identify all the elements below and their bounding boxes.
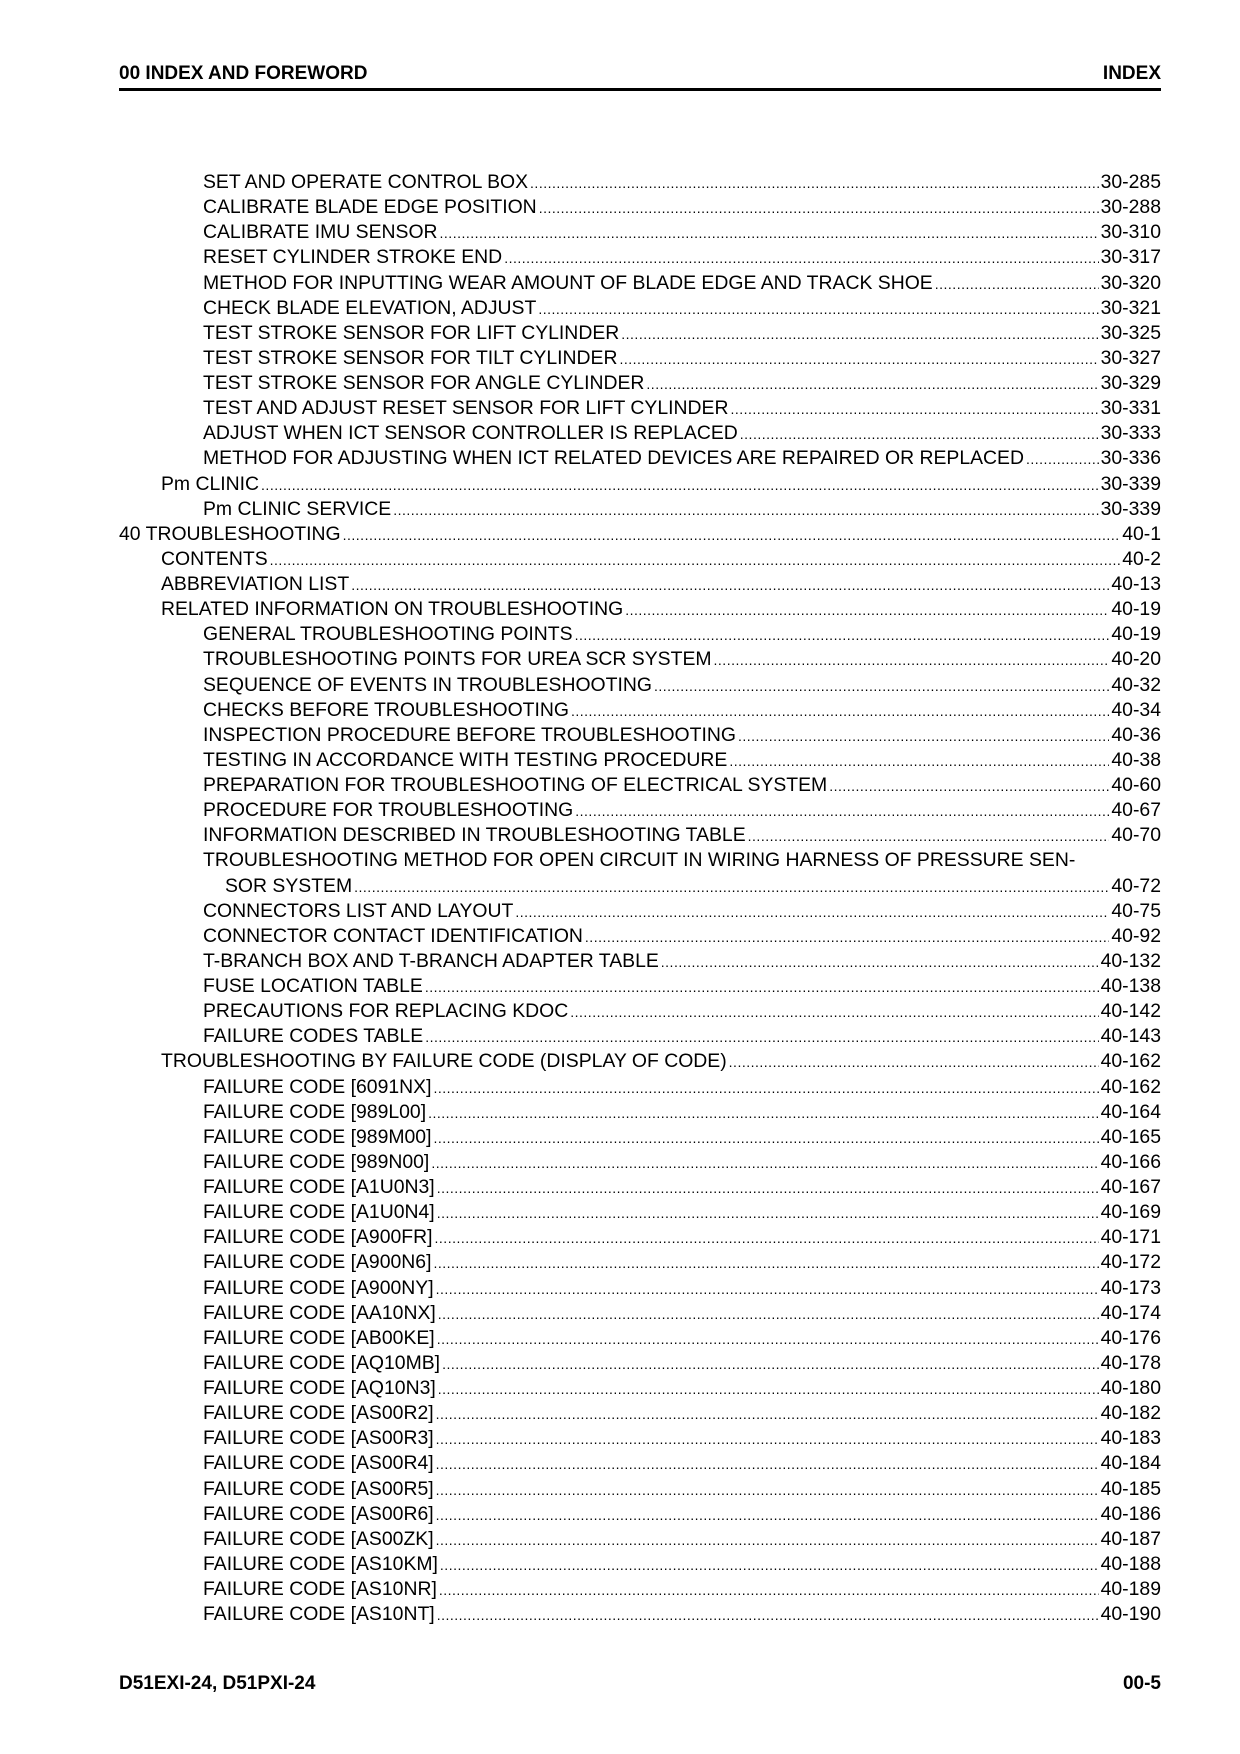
- toc-entry-page: 40-166: [1100, 1150, 1161, 1173]
- toc-dot-leader: [433, 1125, 1098, 1150]
- toc-entry[interactable]: [119, 1075, 1161, 1100]
- toc-entry-page: 40-186: [1100, 1502, 1161, 1525]
- toc-entry[interactable]: [119, 396, 1161, 421]
- toc-entry[interactable]: [119, 296, 1161, 321]
- toc-dot-leader: [729, 748, 1109, 773]
- page-header: [119, 56, 1161, 91]
- toc-dot-leader: [619, 346, 1098, 371]
- toc-dot-leader: [515, 899, 1109, 924]
- toc-entry-page: 40-60: [1111, 774, 1161, 796]
- toc-entry-page: 30-320: [1100, 271, 1161, 294]
- toc-entry[interactable]: [119, 673, 1161, 698]
- toc-dot-leader: [440, 220, 1099, 245]
- toc-dot-leader: [654, 673, 1109, 698]
- toc-entry-page: 40-19: [1111, 623, 1161, 646]
- toc-dot-leader: [740, 421, 1099, 446]
- toc-entry[interactable]: [119, 874, 1161, 899]
- toc-entry[interactable]: [119, 1276, 1161, 1301]
- header-section-title: 00 INDEX AND FOREWORD: [119, 63, 368, 84]
- toc-entry-title: CONNECTOR CONTACT IDENTIFICATION: [203, 924, 583, 947]
- toc-dot-leader: [730, 396, 1098, 421]
- footer-page-number: 00-5: [1122, 1673, 1161, 1694]
- toc-entry-title: TESTING IN ACCORDANCE WITH TESTING PROCEDURE: [203, 748, 728, 771]
- toc-entry-title: FAILURE CODE [989M00]: [203, 1125, 432, 1148]
- toc-entry-title: FAILURE CODE [AQ10MB]: [203, 1351, 441, 1374]
- toc-entry-title: FAILURE CODE [AS00R2]: [203, 1402, 434, 1425]
- toc-entry-title: PROCEDURE FOR TROUBLESHOOTING: [203, 799, 574, 822]
- toc-dot-leader: [270, 547, 1121, 572]
- toc-entry-page: 30-321: [1100, 296, 1161, 319]
- toc-entry[interactable]: [119, 823, 1161, 848]
- toc-entry-page: 40-70: [1111, 824, 1161, 847]
- toc-entry-title: SET AND OPERATE CONTROL BOX: [203, 171, 529, 193]
- toc-entry-title: TEST AND ADJUST RESET SENSOR FOR LIFT CYLINDER: [203, 397, 729, 420]
- toc-dot-leader: [261, 472, 1099, 497]
- toc-entry-page: 40-173: [1100, 1276, 1161, 1299]
- toc-entry[interactable]: [119, 924, 1161, 949]
- toc-entry[interactable]: [119, 1502, 1161, 1527]
- toc-entry[interactable]: [119, 547, 1161, 572]
- toc-entry-title: SOR SYSTEM: [225, 874, 353, 897]
- toc-entry[interactable]: [119, 220, 1161, 245]
- toc-entry[interactable]: [119, 899, 1161, 924]
- toc-entry-page: 40-1: [1122, 522, 1161, 545]
- toc-dot-leader: [425, 974, 1099, 999]
- toc-entry-page: 40-190: [1100, 1603, 1161, 1626]
- toc-entry-page: 40-165: [1100, 1125, 1161, 1148]
- toc-entry[interactable]: [119, 848, 1161, 873]
- toc-entry[interactable]: [119, 647, 1161, 672]
- toc-entry[interactable]: [119, 1301, 1161, 1326]
- toc-entry[interactable]: [119, 346, 1161, 371]
- toc-entry[interactable]: [119, 698, 1161, 723]
- toc-dot-leader: [442, 1351, 1099, 1376]
- toc-entry-title: INFORMATION DESCRIBED IN TROUBLESHOOTING TABLE: [203, 824, 746, 847]
- toc-dot-leader: [436, 1276, 1099, 1301]
- toc-entry-title: FAILURE CODE [AS10NT]: [203, 1603, 435, 1626]
- toc-dot-leader: [738, 723, 1109, 748]
- toc-entry[interactable]: [119, 1150, 1161, 1175]
- toc-dot-leader: [935, 271, 1099, 296]
- toc-entry-title: CHECKS BEFORE TROUBLESHOOTING: [203, 698, 569, 721]
- toc-entry-title: Pm CLINIC SERVICE: [203, 497, 392, 520]
- toc-entry-page: 30-339: [1100, 472, 1161, 495]
- toc-entry-page: 30-317: [1100, 246, 1161, 269]
- toc-entry-page: 40-34: [1111, 698, 1161, 721]
- toc-entry-title: GENERAL TROUBLESHOOTING POINTS: [203, 623, 573, 646]
- toc-entry-page: 40-20: [1111, 648, 1161, 671]
- toc-dot-leader: [714, 647, 1110, 672]
- toc-dot-leader: [504, 245, 1098, 270]
- toc-entry[interactable]: [119, 597, 1161, 622]
- page-footer: [119, 1670, 1161, 1700]
- toc-dot-leader: [575, 798, 1109, 823]
- toc-entry-title: TEST STROKE SENSOR FOR LIFT CYLINDER: [203, 321, 620, 344]
- toc-entry-title: FAILURE CODE [AS00R6]: [203, 1502, 434, 1525]
- toc-entry[interactable]: [119, 974, 1161, 999]
- toc-dot-leader: [351, 572, 1109, 597]
- toc-entry-title: FAILURE CODE [AB00KE]: [203, 1326, 435, 1349]
- toc-entry-page: 40-180: [1100, 1377, 1161, 1399]
- toc-entry-title: TROUBLESHOOTING METHOD FOR OPEN CIRCUIT IN WIRING HARNESS OF PRESSURE SEN-: [203, 849, 1076, 872]
- toc-entry-page: 40-176: [1100, 1326, 1161, 1349]
- toc-dot-leader: [438, 1376, 1099, 1401]
- toc-entry[interactable]: [119, 421, 1161, 446]
- toc-entry[interactable]: [119, 798, 1161, 823]
- toc-entry[interactable]: [119, 1451, 1161, 1476]
- toc-entry-title: FAILURE CODE [A900NY]: [203, 1276, 434, 1299]
- toc-entry-title: CONNECTORS LIST AND LAYOUT: [203, 899, 514, 922]
- toc-dot-leader: [625, 597, 1109, 622]
- toc-dot-leader: [433, 1250, 1098, 1275]
- toc-dot-leader: [436, 1401, 1099, 1426]
- toc-entry[interactable]: [119, 1024, 1161, 1049]
- toc-entry-page: 40-142: [1100, 1000, 1161, 1023]
- toc-dot-leader: [575, 622, 1110, 647]
- toc-entry-page: 40-138: [1100, 975, 1161, 997]
- toc-entry[interactable]: [119, 949, 1161, 974]
- toc-entry-page: 30-331: [1100, 397, 1161, 420]
- toc-dot-leader: [646, 371, 1098, 396]
- toc-entry-page: 30-288: [1100, 196, 1161, 219]
- toc-entry-title: METHOD FOR INPUTTING WEAR AMOUNT OF BLADE EDGE AND TRACK SHOE: [203, 271, 933, 294]
- toc-entry-title: FAILURE CODE [A900FR]: [203, 1226, 433, 1249]
- toc-entry-title: FAILURE CODES TABLE: [203, 1025, 424, 1048]
- toc-entry-page: 40-167: [1100, 1176, 1161, 1198]
- toc-dot-leader: [354, 874, 1109, 899]
- toc-entry-title: 40 TROUBLESHOOTING: [119, 522, 341, 545]
- toc-dot-leader: [585, 924, 1109, 949]
- toc-entry[interactable]: [119, 1577, 1161, 1602]
- toc-entry-title: FAILURE CODE [AS10NR]: [203, 1578, 437, 1600]
- toc-entry-title: FAILURE CODE [A900N6]: [203, 1251, 432, 1274]
- toc-dot-leader: [435, 1225, 1099, 1250]
- toc-entry[interactable]: [119, 522, 1161, 547]
- toc-entry-title: SEQUENCE OF EVENTS IN TROUBLESHOOTING: [203, 673, 652, 696]
- toc-entry-page: 40-75: [1111, 899, 1161, 922]
- toc-entry-page: 40-2: [1122, 547, 1161, 570]
- toc-entry-title: FAILURE CODE [AS00R3]: [203, 1427, 434, 1450]
- toc-entry[interactable]: [119, 1100, 1161, 1125]
- toc-entry[interactable]: [119, 245, 1161, 270]
- toc-entry[interactable]: [119, 999, 1161, 1024]
- toc-entry[interactable]: [119, 622, 1161, 647]
- toc-dot-leader: [539, 195, 1099, 220]
- toc-dot-leader: [343, 522, 1121, 547]
- toc-entry-title: FAILURE CODE [AA10NX]: [203, 1301, 436, 1324]
- toc-entry[interactable]: [119, 1225, 1161, 1250]
- toc-entry[interactable]: [119, 1527, 1161, 1552]
- toc-entry-page: 40-184: [1100, 1452, 1161, 1475]
- toc-entry-page: 40-169: [1100, 1201, 1161, 1224]
- toc-entry-title: FAILURE CODE [AS00ZK]: [203, 1527, 434, 1550]
- toc-entry-title: TROUBLESHOOTING BY FAILURE CODE (DISPLAY OF CODE): [161, 1050, 727, 1073]
- toc-entry-page: 40-172: [1100, 1251, 1161, 1274]
- toc-entry-page: 40-162: [1100, 1050, 1161, 1073]
- toc-entry[interactable]: [119, 1376, 1161, 1401]
- toc-entry-page: 40-72: [1111, 874, 1161, 897]
- toc-dot-leader: [425, 1024, 1098, 1049]
- toc-entry-page: 40-185: [1100, 1477, 1161, 1500]
- toc-dot-leader: [440, 1552, 1099, 1577]
- table-of-contents: [119, 170, 1161, 1627]
- toc-entry[interactable]: [119, 1602, 1161, 1627]
- toc-entry-title: METHOD FOR ADJUSTING WHEN ICT RELATED DEVICES ARE REPAIRED OR REPLACED: [203, 447, 1024, 470]
- toc-entry-page: 40-36: [1111, 723, 1161, 746]
- toc-dot-leader: [538, 296, 1098, 321]
- toc-dot-leader: [729, 1049, 1099, 1074]
- toc-entry-page: 40-171: [1100, 1226, 1161, 1249]
- toc-entry-page: 40-67: [1111, 799, 1161, 822]
- toc-entry-page: 40-189: [1100, 1578, 1161, 1600]
- toc-entry[interactable]: [119, 1250, 1161, 1275]
- toc-entry-page: 40-183: [1100, 1427, 1161, 1450]
- toc-entry-title: CALIBRATE BLADE EDGE POSITION: [203, 196, 537, 219]
- toc-entry[interactable]: [119, 1426, 1161, 1451]
- toc-entry[interactable]: [119, 1477, 1161, 1502]
- toc-entry[interactable]: [119, 271, 1161, 296]
- toc-dot-leader: [437, 1602, 1099, 1627]
- toc-entry-title: FAILURE CODE [989L00]: [203, 1100, 427, 1123]
- toc-entry-title: FAILURE CODE [AQ10N3]: [203, 1377, 436, 1399]
- toc-entry-title: CONTENTS: [161, 547, 268, 570]
- toc-entry-page: 40-19: [1111, 598, 1161, 621]
- toc-dot-leader: [621, 321, 1098, 346]
- toc-entry-title: Pm CLINIC: [161, 472, 260, 495]
- toc-entry[interactable]: [119, 748, 1161, 773]
- toc-entry[interactable]: [119, 572, 1161, 597]
- toc-entry-title: PRECAUTIONS FOR REPLACING KDOC: [203, 1000, 569, 1023]
- toc-dot-leader: [570, 999, 1098, 1024]
- toc-entry-page: 40-178: [1100, 1351, 1161, 1374]
- toc-dot-leader: [437, 1175, 1099, 1200]
- toc-entry[interactable]: [119, 1049, 1161, 1074]
- toc-entry-page: 40-174: [1100, 1301, 1161, 1324]
- toc-entry-title: INSPECTION PROCEDURE BEFORE TROUBLESHOOTING: [203, 723, 736, 746]
- toc-entry-title: FAILURE CODE [989N00]: [203, 1150, 430, 1173]
- toc-entry-title: TROUBLESHOOTING POINTS FOR UREA SCR SYSTEM: [203, 648, 712, 671]
- toc-entry-page: 30-336: [1100, 447, 1161, 470]
- toc-entry-page: 30-285: [1100, 171, 1161, 193]
- toc-entry[interactable]: [119, 170, 1161, 195]
- toc-dot-leader: [393, 497, 1098, 522]
- toc-entry[interactable]: [119, 446, 1161, 471]
- toc-entry-title: ABBREVIATION LIST: [161, 573, 350, 595]
- toc-entry-page: 30-327: [1100, 346, 1161, 369]
- toc-entry[interactable]: [119, 1200, 1161, 1225]
- toc-entry[interactable]: [119, 1175, 1161, 1200]
- toc-entry-page: 30-310: [1100, 221, 1161, 244]
- toc-dot-leader: [433, 1075, 1098, 1100]
- toc-dot-leader: [428, 1100, 1099, 1125]
- toc-entry-page: 30-339: [1100, 497, 1161, 520]
- toc-dot-leader: [436, 1426, 1099, 1451]
- toc-dot-leader: [661, 949, 1099, 974]
- toc-entry[interactable]: [119, 1401, 1161, 1426]
- toc-dot-leader: [436, 1477, 1099, 1502]
- toc-entry-title: FAILURE CODE [6091NX]: [203, 1075, 432, 1098]
- toc-entry-title: FAILURE CODE [AS10KM]: [203, 1552, 438, 1575]
- toc-entry-page: 40-38: [1111, 748, 1161, 771]
- toc-entry[interactable]: [119, 723, 1161, 748]
- toc-entry-page: 40-188: [1100, 1552, 1161, 1575]
- toc-entry-title: RESET CYLINDER STROKE END: [203, 246, 503, 269]
- toc-entry[interactable]: [119, 1351, 1161, 1376]
- toc-entry-title: FAILURE CODE [AS00R4]: [203, 1452, 434, 1475]
- toc-entry[interactable]: [119, 1326, 1161, 1351]
- toc-entry-page: 40-182: [1100, 1402, 1161, 1425]
- toc-entry[interactable]: [119, 472, 1161, 497]
- toc-entry-page: 40-132: [1100, 949, 1161, 972]
- toc-dot-leader: [437, 1326, 1099, 1351]
- toc-dot-leader: [1026, 446, 1099, 471]
- toc-dot-leader: [829, 773, 1109, 798]
- toc-dot-leader: [436, 1502, 1099, 1527]
- toc-entry-title: ADJUST WHEN ICT SENSOR CONTROLLER IS REPLACED: [203, 422, 738, 445]
- toc-entry-page: 40-143: [1100, 1025, 1161, 1048]
- toc-entry-page: 40-92: [1111, 924, 1161, 947]
- toc-entry[interactable]: [119, 1125, 1161, 1150]
- toc-entry-title: RELATED INFORMATION ON TROUBLESHOOTING: [161, 598, 624, 621]
- toc-dot-leader: [437, 1200, 1099, 1225]
- footer-model-codes: D51EXI-24, D51PXI-24: [119, 1673, 316, 1694]
- toc-entry[interactable]: [119, 1552, 1161, 1577]
- toc-entry-title: FAILURE CODE [AS00R5]: [203, 1477, 434, 1500]
- toc-entry-title: TEST STROKE SENSOR FOR TILT CYLINDER: [203, 346, 618, 369]
- toc-dot-leader: [439, 1577, 1099, 1602]
- toc-entry-page: 30-329: [1100, 372, 1161, 394]
- toc-entry-title: FUSE LOCATION TABLE: [203, 975, 423, 997]
- toc-entry-title: CHECK BLADE ELEVATION, ADJUST: [203, 296, 537, 319]
- toc-entry-page: 40-13: [1111, 573, 1161, 595]
- toc-entry-page: 40-162: [1100, 1075, 1161, 1098]
- toc-entry-title: PREPARATION FOR TROUBLESHOOTING OF ELECTRICAL SYSTEM: [203, 774, 828, 796]
- toc-dot-leader: [748, 823, 1110, 848]
- toc-entry[interactable]: [119, 195, 1161, 220]
- toc-entry-page: 40-32: [1111, 673, 1161, 696]
- header-index-label: INDEX: [1102, 63, 1161, 84]
- toc-entry-title: FAILURE CODE [A1U0N4]: [203, 1201, 435, 1224]
- toc-entry-page: 30-325: [1100, 321, 1161, 344]
- toc-dot-leader: [436, 1527, 1099, 1552]
- toc-entry[interactable]: [119, 321, 1161, 346]
- toc-dot-leader: [436, 1451, 1099, 1476]
- toc-entry-page: 40-187: [1100, 1527, 1161, 1550]
- toc-entry-title: CALIBRATE IMU SENSOR: [203, 221, 438, 244]
- toc-entry[interactable]: [119, 497, 1161, 522]
- toc-entry[interactable]: [119, 371, 1161, 396]
- toc-entry-title: T-BRANCH BOX AND T-BRANCH ADAPTER TABLE: [203, 949, 659, 972]
- toc-entry-title: FAILURE CODE [A1U0N3]: [203, 1176, 435, 1198]
- toc-dot-leader: [571, 698, 1109, 723]
- toc-dot-leader: [530, 170, 1099, 195]
- toc-entry-page: 40-164: [1100, 1100, 1161, 1123]
- toc-entry-title: TEST STROKE SENSOR FOR ANGLE CYLINDER: [203, 372, 645, 394]
- toc-dot-leader: [431, 1150, 1098, 1175]
- toc-dot-leader: [438, 1301, 1099, 1326]
- toc-entry-page: 30-333: [1100, 422, 1161, 445]
- toc-entry[interactable]: [119, 773, 1161, 798]
